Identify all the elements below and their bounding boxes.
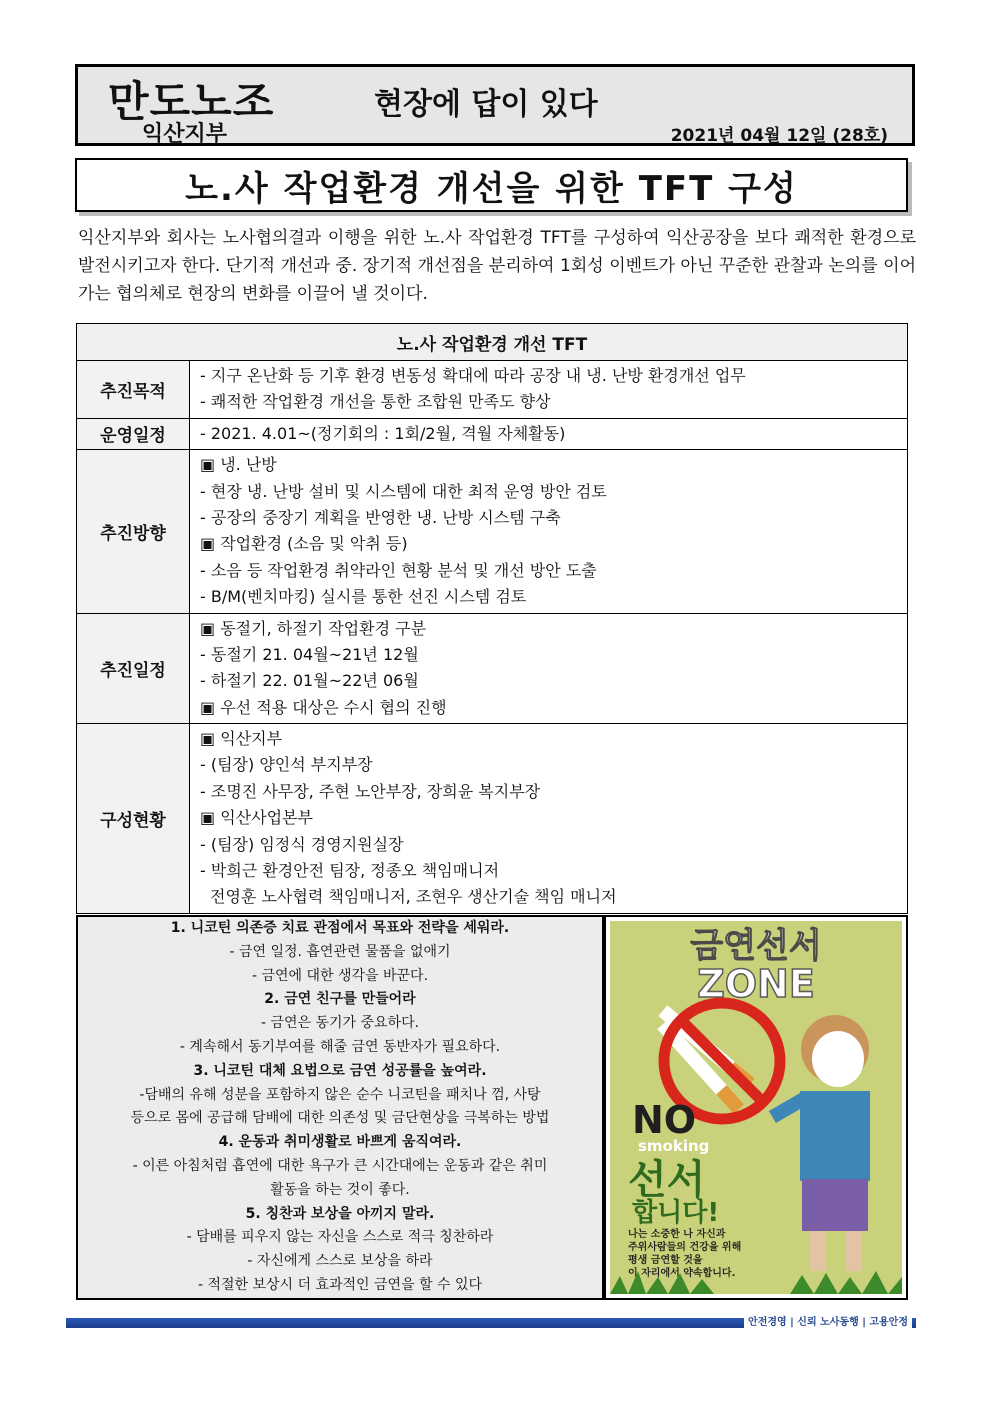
poster-pledge: 선서 [628,1157,706,1203]
content-line: ▣ 익산지부 [200,729,283,749]
content-line: - 지구 온난화 등 기후 환경 변동성 확대에 따라 공장 내 냉. 난방 환경개선 업무 [200,366,746,385]
content-line: - 현장 냉. 난방 설비 및 시스템에 대한 최적 운영 방안 검토 [200,481,607,501]
tip-detail: 활동을 하는 것이 좋다. [270,1181,410,1198]
tip-detail: - 금연 일정. 흡연관련 물품을 없애기 [229,943,451,960]
quit-smoking-tips-box [76,915,604,1300]
tip-detail: - 적절한 보상시 더 효과적인 금연을 할 수 있다 [197,1276,483,1293]
article-title: 노.사 작업환경 개선을 위한 TFT 구성 [185,168,798,209]
footer-slogan: 안전경영 | 신뢰 노사동행 | 고용안정 [744,1313,912,1328]
table-row [77,361,908,419]
row-label-direction: 추진방향 [77,450,190,613]
tip-detail: - 이른 아침처럼 흡연에 대한 욕구가 큰 시간대에는 운동과 같은 취미 [132,1157,548,1174]
table-row [77,613,908,724]
content-line: - 공장의 중장기 계획을 반영한 냉. 난방 시스템 구축 [200,507,561,527]
row-content-schedule [190,418,908,449]
poster-pledge-line: 평생 금연할 것을 [628,1255,703,1266]
content-line: ▣ 작업환경 (소음 및 악취 등) [200,534,408,554]
content-line: - 쾌적한 작업환경 개선을 통한 조합원 만족도 향상 [200,392,551,412]
content-line: - (팀장) 양인석 부지부장 [200,755,373,775]
tip-detail: 등으로 몸에 공급해 담배에 대한 의존성 및 금단현상을 극복하는 방법 [130,1110,550,1127]
content-line: - 하절기 22. 01월~22년 06월 [200,671,419,691]
slogan: 현장에 답이 있다 [374,87,598,122]
row-content-purpose [190,361,908,419]
intro-paragraph: 익산지부와 회사는 노사협의결과 이행을 위한 노.사 작업환경 TFT를 구성하여 익산공장을 보다 쾌적한 환경으로 발전시키고자 한다. 단기적 개선과 중. 장기적 개선점을 분리하여 1회성 이벤트가 아닌 꾸준한 관찰과 논의를 이어가는 협의체로 현장의 변화를 이끌어 낼 것이다. [78,228,916,304]
poster-title-zone: ZONE [697,962,815,1006]
tip-heading: 2. 금연 친구를 만들어라 [264,991,416,1008]
tip-heading: 4. 운동과 취미생활로 바쁘게 움직여라. [218,1134,462,1151]
content-line: - (팀장) 임정식 경영지원실장 [200,834,404,854]
tip-detail: - 금연에 대한 생각을 바꾼다. [251,967,429,984]
poster-title-top: 금연선서 [690,926,822,966]
row-label-schedule: 운영일정 [77,418,190,449]
no-smoking-poster [604,915,908,1300]
row-content-timeline [190,613,908,724]
tip-detail: - 계속해서 동기부여를 해줄 금연 동반자가 필요하다. [179,1038,501,1055]
content-line: ▣ 우선 적용 대상은 수시 협의 진행 [200,697,447,717]
tip-heading: 5. 칭찬과 보상을 아끼지 말라. [245,1205,435,1222]
table-row [77,450,908,613]
content-line: - 소음 등 작업환경 취약라인 현황 분석 및 개선 방안 도출 [200,560,597,580]
content-line: ▣ 동절기, 하절기 작업환경 구분 [200,618,427,638]
content-line: - 2021. 4.01~(정기회의 : 1회/2월, 격월 자체활동) [200,423,566,443]
issue-date: 2021년 04월 12일 (28호) [670,126,888,146]
tft-table [76,323,908,914]
poster-pledge-line: 이 자리에서 약속합니다. [628,1268,736,1279]
row-content-members [190,724,908,914]
poster-pledge-line: 주위사람들의 건강을 위해 [628,1242,742,1253]
content-line: - B/M(벤치마킹) 실시를 통한 선진 시스템 검토 [200,587,527,607]
poster-pledge-line: 나는 소중한 나 자신과 [628,1229,726,1240]
tft-table-heading: 노.사 작업환경 개선 TFT [77,324,908,361]
content-line: - 동절기 21. 04월~21년 12월 [200,644,419,664]
content-line: - 조명진 사무장, 주현 노안부장, 장희윤 복지부장 [200,781,541,801]
tip-heading: 1. 니코틴 의존증 치료 관점에서 목표와 전략을 세워라. [170,920,510,936]
table-row [77,724,908,914]
article-title-box [75,158,908,212]
tip-detail: -담배의 유해 성분을 포함하지 않은 순수 니코틴을 패치나 껌, 사탕 [139,1086,541,1103]
tip-detail: - 금연은 동기가 중요하다. [260,1015,420,1032]
newsletter-header [75,64,915,146]
content-line: 전영훈 노사협력 책임매니저, 조현우 생산기술 책임 매니저 [210,887,617,907]
content-line: - 박희근 환경안전 팀장, 정종오 책임매니저 [200,861,500,881]
poster-no: NO [632,1098,697,1142]
tip-detail: - 자신에게 스스로 보상을 하라 [247,1253,433,1270]
row-label-purpose: 추진목적 [77,361,190,419]
tip-heading: 3. 니코틴 대체 요법으로 금연 성공률을 높여라. [193,1062,487,1079]
row-content-direction [190,450,908,613]
union-name: 만도노조 [108,77,275,126]
branch-name: 익산지부 [142,122,228,147]
tips-list [78,917,602,1298]
content-line: ▣ 냉. 난방 [200,455,277,475]
tip-detail: - 담배를 피우지 않는 자신을 스스로 적극 칭찬하라 [186,1229,494,1246]
row-label-members: 구성현황 [77,724,190,914]
table-row [77,418,908,449]
no-smoking-poster-image [610,921,902,1294]
poster-smoking: smoking [638,1137,710,1155]
content-line: ▣ 익산사업본부 [200,808,313,828]
poster-pledge-2: 합니다! [632,1198,720,1228]
row-label-timeline: 추진일정 [77,613,190,724]
